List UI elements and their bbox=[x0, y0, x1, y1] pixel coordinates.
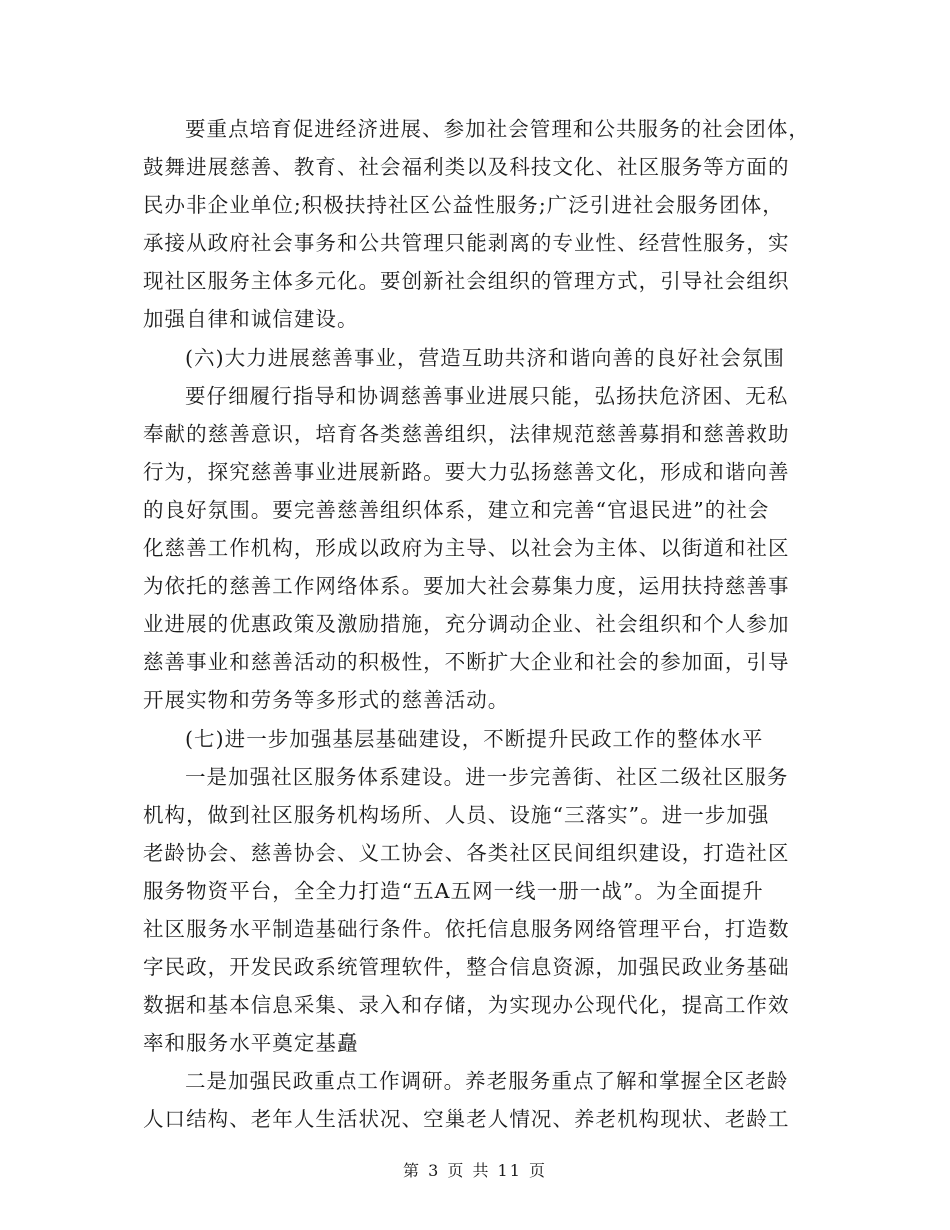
text-line: (七)进一步加强基层基础建设，不断提升民政工作的整体水平 bbox=[185, 726, 764, 751]
text-line: 社区服务水平制造基础行条件。依托信息服务网络管理平台，打造数 bbox=[143, 916, 790, 941]
text-line: 老龄协会、慈善协会、义工协会、各类社区民间组织建设，打造社区 bbox=[143, 840, 790, 865]
text-line: 现社区服务主体多元化。要创新社会组织的管理方式，引导社会组织 bbox=[143, 269, 790, 294]
text-line: 字民政，开发民政系统管理软件，整合信息资源，加强民政业务基础 bbox=[143, 955, 790, 980]
text-line: 一是加强社区服务体系建设。进一步完善街、社区二级社区服务 bbox=[185, 764, 789, 789]
text-line: 民办非企业单位;积极扶持社区公益性服务;广泛引进社会服务团体， bbox=[143, 193, 784, 218]
text-line: 二是加强民政重点工作调研。养老服务重点了解和掌握全区老龄 bbox=[185, 1069, 789, 1094]
text-line: 要仔细履行指导和协调慈善事业进展只能，弘扬扶危济困、无私 bbox=[185, 383, 789, 408]
text-line: 为依托的慈善工作网络体系。要加大社会募集力度，运用扶持慈善事 bbox=[143, 574, 790, 599]
text-line: 机构，做到社区服务机构场所、人员、设施“三落实”。进一步加强 bbox=[143, 802, 770, 827]
text-line: 人口结构、老年人生活状况、空巢老人情况、养老机构现状、老龄工 bbox=[143, 1107, 790, 1132]
text-line: 加强自律和诚信建设。 bbox=[143, 307, 359, 332]
text-line: 业进展的优惠政策及激励措施，充分调动企业、社会组织和个人参加 bbox=[143, 612, 790, 637]
document-body bbox=[143, 110, 808, 1139]
text-line: 率和服务水平奠定基矗 bbox=[143, 1031, 359, 1056]
text-line: 承接从政府社会事务和公共管理只能剥离的专业性、经营性服务，实 bbox=[143, 231, 790, 256]
page-footer: 第 3 页 共 11 页 bbox=[403, 1161, 547, 1180]
text-line: 奉献的慈善意识，培育各类慈善组织，法律规范慈善募捐和慈善救助 bbox=[143, 421, 790, 446]
text-line: 慈善事业和慈善活动的积极性，不断扩大企业和社会的参加面，引导 bbox=[143, 650, 790, 675]
text-line: 开展实物和劳务等多形式的慈善活动。 bbox=[143, 688, 510, 713]
text-line: 数据和基本信息采集、录入和存储，为实现办公现代化，提高工作效 bbox=[143, 993, 790, 1018]
text-line: 的良好氛围。要完善慈善组织体系，建立和完善“官退民进”的社会 bbox=[143, 497, 770, 522]
text-line: 要重点培育促进经济进展、参加社会管理和公共服务的社会团体， bbox=[185, 117, 810, 141]
text-line: 化慈善工作机构，形成以政府为主导、以社会为主体、以街道和社区 bbox=[143, 536, 790, 561]
text-line: 行为，探究慈善事业进展新路。要大力弘扬慈善文化，形成和谐向善 bbox=[143, 459, 790, 484]
text-line: (六)大力进展慈善事业，营造互助共济和谐向善的良好社会氛围 bbox=[185, 345, 785, 370]
text-line: 鼓舞进展慈善、教育、社会福利类以及科技文化、社区服务等方面的 bbox=[143, 155, 790, 180]
text-line: 服务物资平台，全全力打造“五A五网一线一册一战”。为全面提升 bbox=[143, 878, 764, 903]
